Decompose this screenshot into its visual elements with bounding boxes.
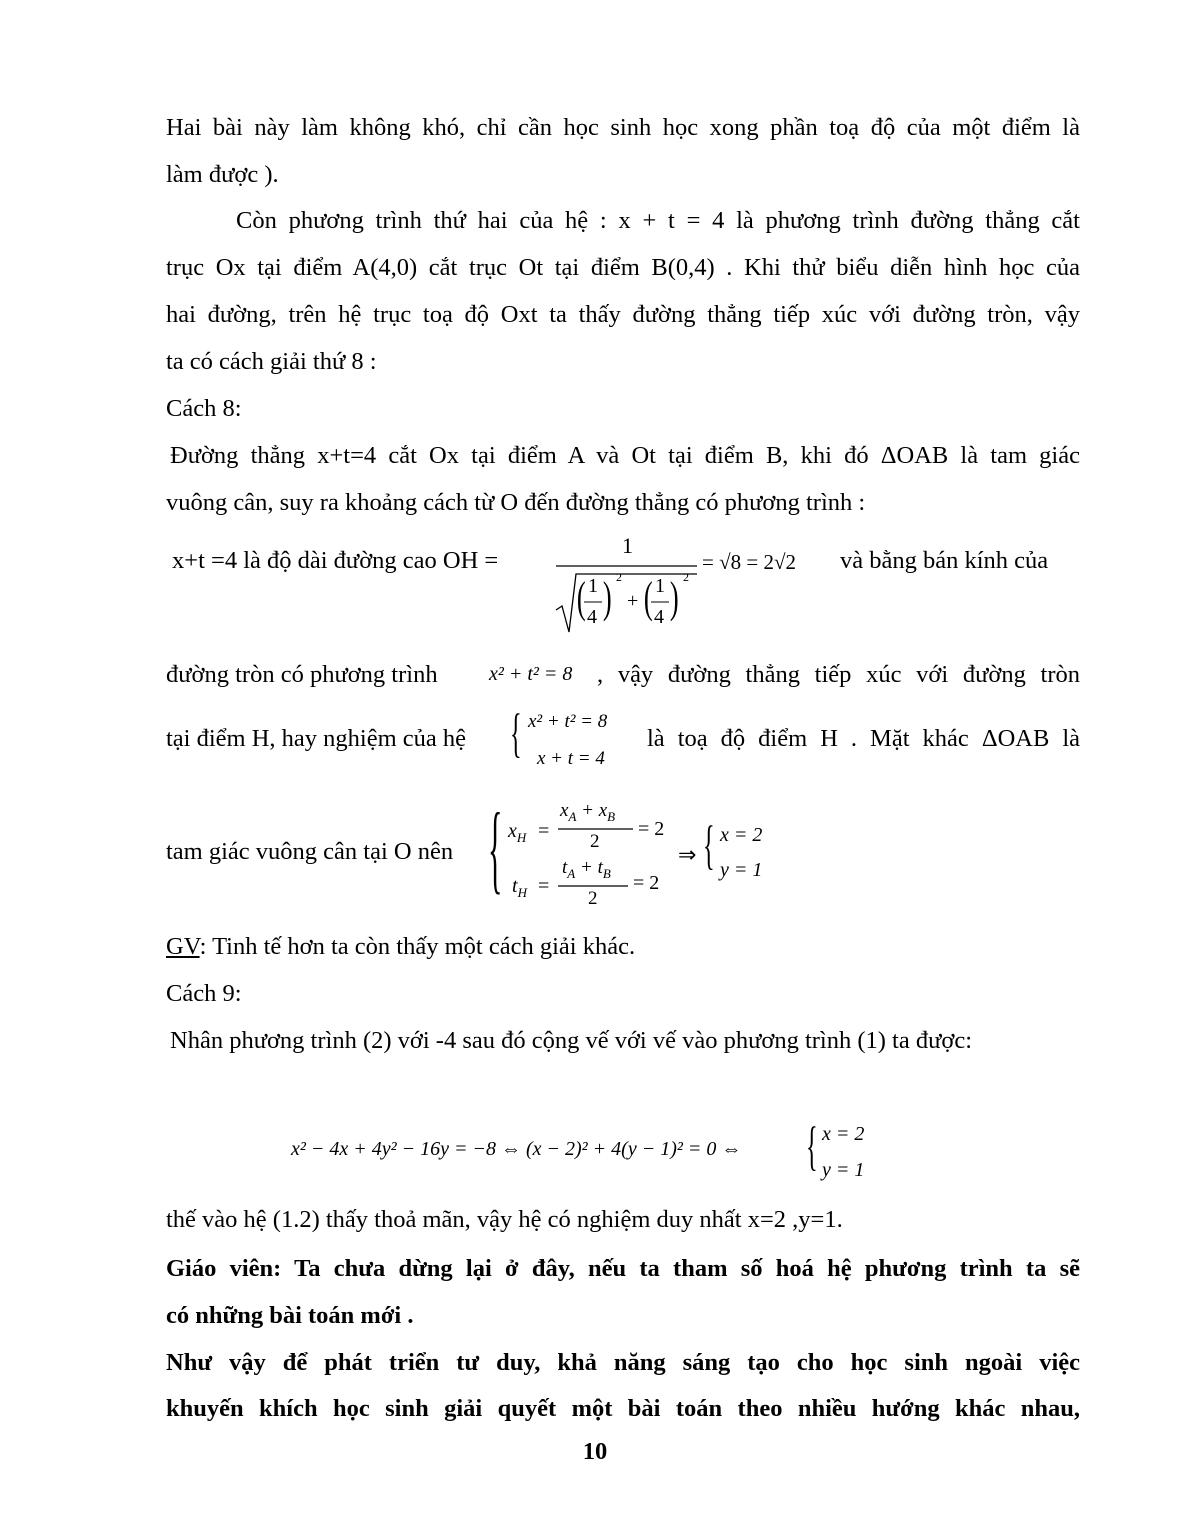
inner-num: 1 — [588, 575, 598, 597]
text-line: trục Ox tại điểm A(4,0) cắt trục Ot tại điểm B(0,4) . Khi thử biểu diễn hình học của — [166, 254, 1080, 281]
inner-den: 4 — [654, 606, 664, 628]
text-line: Hai bài này làm không khó, chỉ cần học sinh học xong phần toạ độ của một điểm là — [166, 114, 1080, 141]
plus-sign: + — [627, 590, 639, 612]
system-brace: { — [510, 703, 522, 763]
result-y: y = 1 — [720, 859, 763, 881]
text-line: Đường thẳng x+t=4 cắt Ox tại điểm A và Ot tại điểm B, khi đó ΔOAB là tam giác — [170, 442, 1080, 469]
th-denominator: 2 — [588, 888, 598, 909]
section-heading: Cách 9: — [166, 980, 242, 1007]
system-eq-2: x + t = 4 — [537, 748, 605, 769]
xh-denominator: 2 — [590, 831, 600, 852]
exponent: 2 — [683, 570, 689, 584]
text-line: , vậy đường thẳng tiếp xúc với đường tròn — [597, 661, 1080, 688]
text-line: hai đường, trên hệ trục toạ độ Oxt ta thấy đường thẳng tiếp xúc với đường tròn, vậy — [166, 301, 1080, 328]
system-brace: { — [488, 792, 503, 903]
inner-num: 1 — [655, 575, 665, 597]
eq-sign: = — [538, 875, 550, 897]
exponent: 2 — [616, 570, 622, 584]
text-line: đường tròn có phương trình — [166, 661, 438, 688]
system-brace: { — [806, 1116, 818, 1176]
result-x: x = 2 — [720, 824, 763, 846]
bold-line: có những bài toán mới . — [166, 1302, 414, 1329]
text-line: vuông cân, suy ra khoảng cách từ O đến đường thẳng có phương trình : — [166, 489, 866, 516]
text-line: tại điểm H, hay nghiệm của hệ — [166, 725, 467, 752]
th-numerator: $t_A + t_B$ — [562, 857, 611, 881]
text-line: Còn phương trình thứ hai của hệ : x + t = 4 là phương trình đường thẳng cắt — [236, 207, 1080, 234]
bold-line: Giáo viên: Ta chưa dừng lại ở đây, nếu ta tham số hoá hệ phương trình ta sẽ — [166, 1255, 1080, 1282]
big-equation: x² − 4x + 4y² − 16y = −8 ⇔ (x − 2)² + 4(y − 1)² = 0 ⇔ — [291, 1138, 742, 1160]
xh-value: = 2 — [638, 818, 665, 840]
circle-equation: x² + t² = 8 — [489, 663, 573, 685]
text-line: Nhân phương trình (2) với -4 sau đó cộng vế với vế vào phương trình (1) ta được: — [170, 1027, 973, 1054]
system-eq-1: x² + t² = 8 — [528, 711, 608, 732]
bold-line: khuyến khích học sinh giải quyết một bài toán theo nhiều hướng khác nhau, — [166, 1395, 1080, 1422]
fraction-numerator: 1 — [622, 533, 633, 558]
oh-result: = √8 = 2√2 — [702, 550, 796, 574]
th-lhs: $t_H$ — [512, 875, 527, 900]
paren-open: ( — [643, 573, 653, 622]
text-line: thế vào hệ (1.2) thấy thoả mãn, vậy hệ có nghiệm duy nhất x=2 ,y=1. — [166, 1206, 843, 1233]
implies-arrow: ⇒ — [678, 842, 697, 867]
bold-line: Như vậy để phát triển tư duy, khả năng sáng tạo cho học sinh ngoài việc — [166, 1349, 1080, 1376]
paren-close: ) — [602, 573, 612, 622]
text-line: ta có cách giải thứ 8 : — [166, 348, 377, 375]
text-line: là toạ độ điểm H . Mặt khác ΔOAB là — [647, 725, 1080, 752]
section-heading: Cách 8: — [166, 395, 242, 422]
system-brace: { — [703, 815, 715, 875]
eq-sign: = — [538, 820, 550, 842]
gv-label: GV — [166, 933, 200, 960]
xh-lhs: $x_H$ — [508, 820, 527, 845]
text-line: x+t =4 là độ dài đường cao OH = — [172, 547, 499, 574]
big-result-x: x = 2 — [822, 1123, 865, 1145]
text-line: và bằng bán kính của — [840, 547, 1049, 574]
th-value: = 2 — [633, 872, 660, 894]
big-result-y: y = 1 — [822, 1159, 865, 1181]
text-line: GV: Tinh tế hơn ta còn thấy một cách giải khác. — [166, 933, 636, 960]
paren-close: ) — [669, 573, 679, 622]
xh-numerator: $x_A + x_B$ — [560, 800, 616, 824]
page-number: 10 — [582, 1438, 608, 1465]
text-line: tam giác vuông cân tại O nên — [166, 838, 454, 865]
text-line: làm được ). — [166, 161, 279, 188]
paren-open: ( — [576, 573, 586, 622]
inner-den: 4 — [587, 606, 597, 628]
